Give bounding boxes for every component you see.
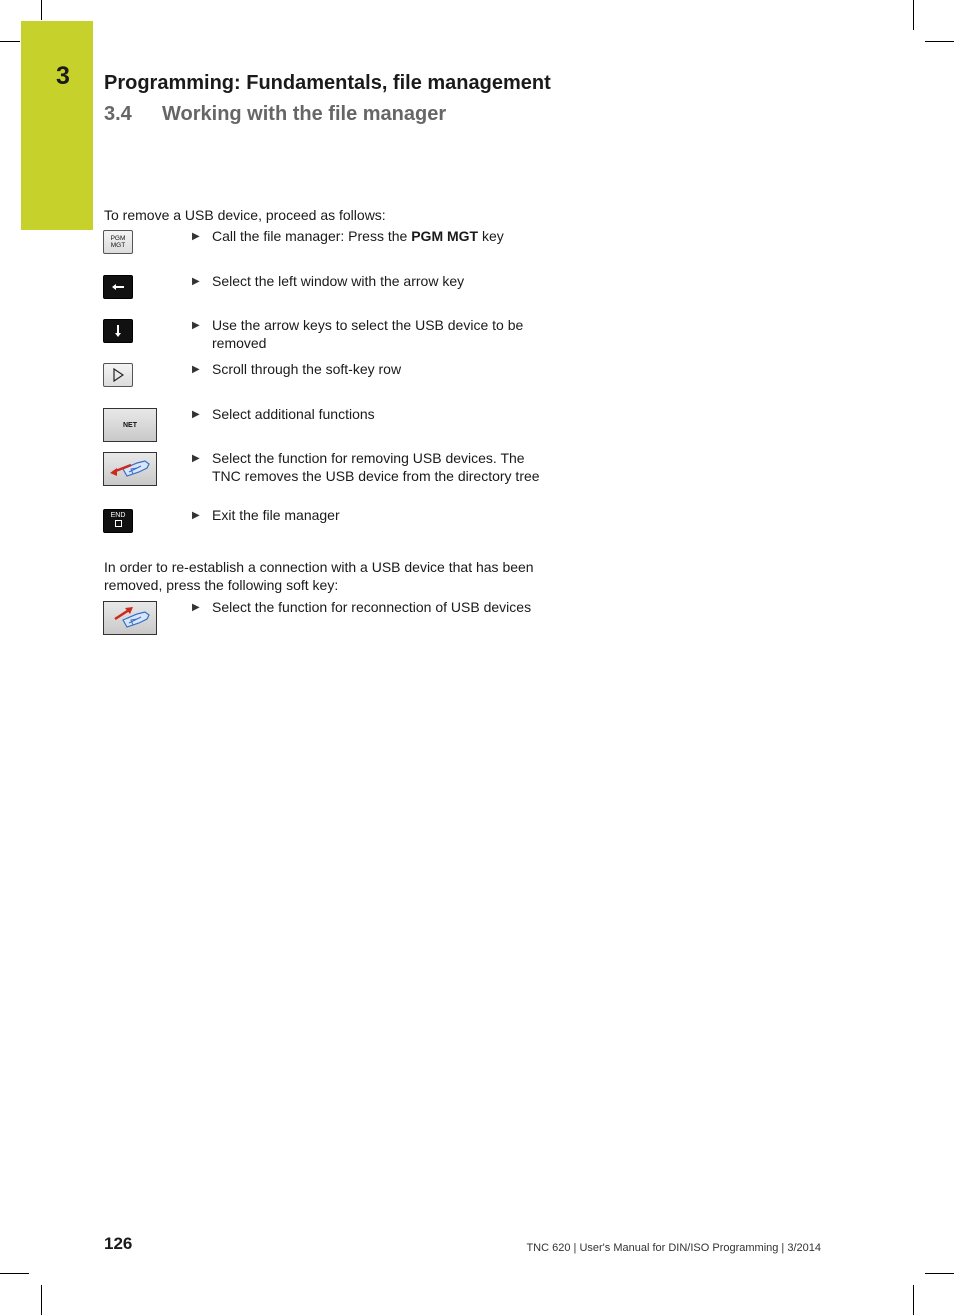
- step-7: [190, 507, 550, 527]
- step-3: [190, 317, 550, 353]
- triangle-bullet-icon: ▶: [192, 320, 200, 331]
- usb-remove-softkey: [103, 452, 157, 486]
- end-key-label: END: [110, 512, 126, 519]
- step-text: Select the function for reconnection of USB devices: [212, 599, 532, 615]
- step-text: Exit the file manager: [212, 507, 340, 523]
- pgm-key-line2: MGT: [110, 242, 126, 249]
- section-number: 3.4: [104, 103, 132, 125]
- net-softkey: [103, 408, 157, 442]
- softkey-row-forward-key: [103, 363, 133, 387]
- crop-mark: [913, 1285, 914, 1315]
- crop-mark: [0, 41, 20, 42]
- chapter-tab: [21, 21, 93, 230]
- end-key: [103, 509, 133, 533]
- triangle-bullet-icon: ▶: [192, 602, 200, 613]
- arrow-down-key: [103, 319, 133, 343]
- arrow-left-key: [103, 275, 133, 299]
- pgm-key-line1: PGM: [110, 235, 126, 242]
- triangle-bullet-icon: ▶: [192, 364, 200, 375]
- pgm-mgt-key: [103, 230, 133, 254]
- triangle-bullet-icon: ▶: [192, 510, 200, 521]
- section-title: Working with the file manager: [162, 103, 447, 125]
- step-2: [190, 273, 550, 293]
- intro-text: To remove a USB device, proceed as follows:: [104, 207, 386, 223]
- step-6: [190, 450, 550, 504]
- usb-reconnect-icon: [107, 605, 153, 631]
- footer-doc-info: TNC 620 | User's Manual for DIN/ISO Programming | 3/2014: [526, 1242, 821, 1254]
- step-text: Use the arrow keys to select the USB device to be removed: [212, 317, 524, 351]
- crop-mark: [0, 1273, 29, 1274]
- triangle-bullet-icon: ▶: [192, 231, 200, 242]
- triangle-bullet-icon: ▶: [192, 409, 200, 420]
- arrow-down-icon: [114, 324, 122, 338]
- chapter-title: Programming: Fundamentals, file management: [104, 72, 551, 94]
- step-text: Call the file manager: Press the PGM MGT key: [212, 228, 504, 244]
- triangle-bullet-icon: ▶: [192, 276, 200, 287]
- step-text: Select the left window with the arrow key: [212, 273, 465, 289]
- net-key-label: NET: [123, 421, 137, 429]
- step-5: [190, 406, 550, 426]
- crop-mark: [925, 1273, 954, 1274]
- play-triangle-icon: [112, 368, 124, 382]
- reconnect-step: [190, 599, 550, 635]
- crop-mark: [41, 0, 42, 20]
- crop-mark: [925, 41, 954, 42]
- step-text: Scroll through the soft-key row: [212, 361, 402, 377]
- step-text: Select the function for removing USB devices. The TNC removes the USB device from the directory tree: [212, 450, 540, 484]
- reconnect-text: In order to re-establish a connection with a USB device that has been removed, press the following soft key:: [104, 559, 534, 593]
- step-4: [190, 361, 550, 381]
- square-icon: [115, 520, 122, 527]
- chapter-number: 3: [56, 62, 70, 90]
- triangle-bullet-icon: ▶: [192, 453, 200, 464]
- usb-remove-icon: [107, 456, 153, 482]
- crop-mark: [913, 0, 914, 30]
- crop-mark: [41, 1285, 42, 1315]
- step-text: Select additional functions: [212, 406, 375, 422]
- page-number: 126: [104, 1234, 133, 1253]
- usb-reconnect-softkey: [103, 601, 157, 635]
- step-1: [190, 228, 550, 248]
- arrow-left-icon: [111, 283, 125, 291]
